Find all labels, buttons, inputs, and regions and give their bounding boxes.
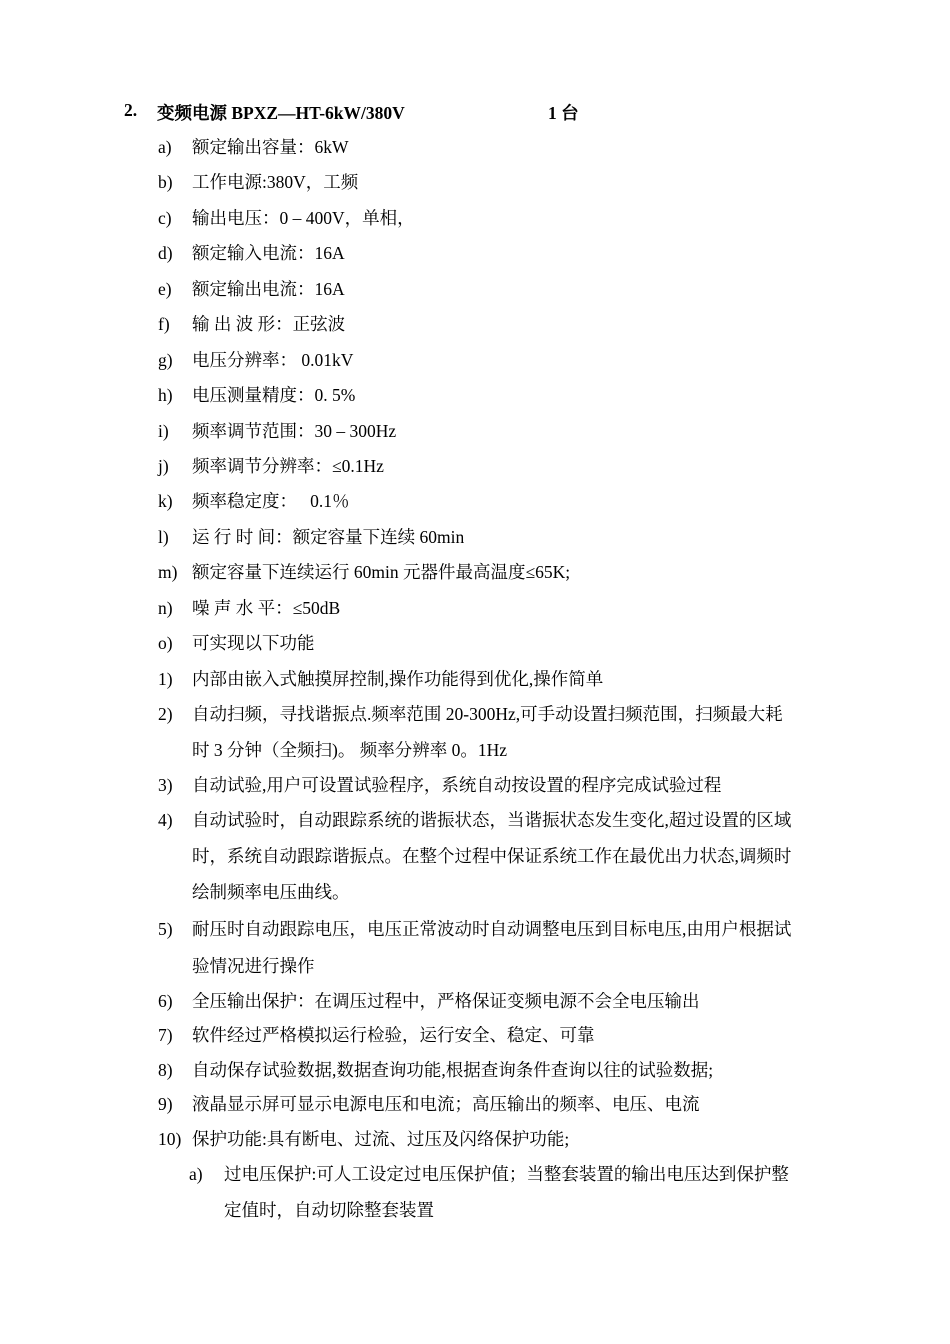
protection-text: 过电压保护:可人工设定过电压保护值；当整套装置的输出电压达到保护整 [224,1164,789,1184]
function-label: 4) [158,810,173,830]
function-text: 自动扫频，寻找谐振点.频率范围 20-300Hz,可手动设置扫频范围，扫频最大耗 [192,704,783,724]
spec-text: 输 出 波 形：正弦波 [192,314,346,334]
function-label: 3) [158,775,173,795]
spec-text: 可实现以下功能 [192,633,315,653]
spec-text: 额定容量下连续运行 60min 元器件最高温度≤65K; [192,562,571,582]
function-text-continued: 绘制频率电压曲线。 [192,882,350,902]
spec-label: f) [158,314,170,334]
spec-text: 电压测量精度：0. 5% [192,385,356,405]
protection-text-continued: 定值时，自动切除整套装置 [224,1200,434,1220]
function-label: 9) [158,1094,173,1114]
function-label: 5) [158,919,173,939]
function-text: 软件经过严格模拟运行检验，运行安全、稳定、可靠 [192,1025,595,1045]
function-text: 自动保存试验数据,数据查询功能,根据查询条件查询以往的试验数据; [192,1060,714,1080]
spec-text: 额定输入电流：16A [192,243,345,263]
section-quantity: 1 台 [548,103,579,123]
function-text: 内部由嵌入式触摸屏控制,操作功能得到优化,操作简单 [192,669,604,689]
function-label: 1) [158,669,173,689]
spec-text: 频率稳定度： 0.1％ [192,491,350,511]
function-text-continued: 时，系统自动跟踪谐振点。在整个过程中保证系统工作在最优出力状态,调频时 [192,846,792,866]
spec-label: h) [158,385,173,405]
section-number: 2. [124,100,138,120]
protection-label: a) [189,1164,203,1184]
spec-label: k) [158,491,173,511]
spec-text: 噪 声 水 平：≤50dB [192,598,341,618]
spec-label: a) [158,137,172,157]
function-text: 保护功能:具有断电、过流、过压及闪络保护功能; [192,1129,570,1149]
spec-label: g) [158,350,173,370]
function-label: 10) [158,1129,182,1149]
function-text: 自动试验时，自动跟踪系统的谐振状态，当谐振状态发生变化,超过设置的区域 [192,810,792,830]
spec-text: 额定输出容量：6kW [192,137,349,157]
spec-label: d) [158,243,173,263]
spec-label: j) [158,456,169,476]
spec-label: e) [158,279,172,299]
spec-label: o) [158,633,173,653]
spec-text: 电压分辨率： 0.01kV [192,350,354,370]
function-label: 2) [158,704,173,724]
spec-text: 输出电压：0 – 400V，单相， [192,208,415,228]
function-text: 耐压时自动跟踪电压，电压正常波动时自动调整电压到目标电压,由用户根据试 [192,919,792,939]
spec-text: 工作电源:380V，工频 [192,172,359,192]
spec-label: l) [158,527,169,547]
spec-label: i) [158,421,169,441]
function-label: 6) [158,991,173,1011]
function-label: 8) [158,1060,173,1080]
section-title: 变频电源 BPXZ—HT-6kW/380V [157,103,405,123]
spec-label: n) [158,598,173,618]
function-text-continued: 验情况进行操作 [192,956,315,976]
spec-text: 频率调节分辨率：≤0.1Hz [192,456,384,476]
spec-text: 频率调节范围：30 – 300Hz [192,421,397,441]
function-label: 7) [158,1025,173,1045]
spec-text: 额定输出电流：16A [192,279,345,299]
spec-text: 运 行 时 间：额定容量下连续 60min [192,527,465,547]
function-text-continued: 时 3 分钟（全频扫)。 频率分辨率 0。1Hz [192,740,507,760]
spec-label: b) [158,172,173,192]
function-text: 液晶显示屏可显示电源电压和电流；高压输出的频率、电压、电流 [192,1094,700,1114]
spec-label: m) [158,562,178,582]
spec-label: c) [158,208,172,228]
function-text: 自动试验,用户可设置试验程序，系统自动按设置的程序完成试验过程 [192,775,722,795]
function-text: 全压输出保护：在调压过程中，严格保证变频电源不会全电压输出 [192,991,700,1011]
